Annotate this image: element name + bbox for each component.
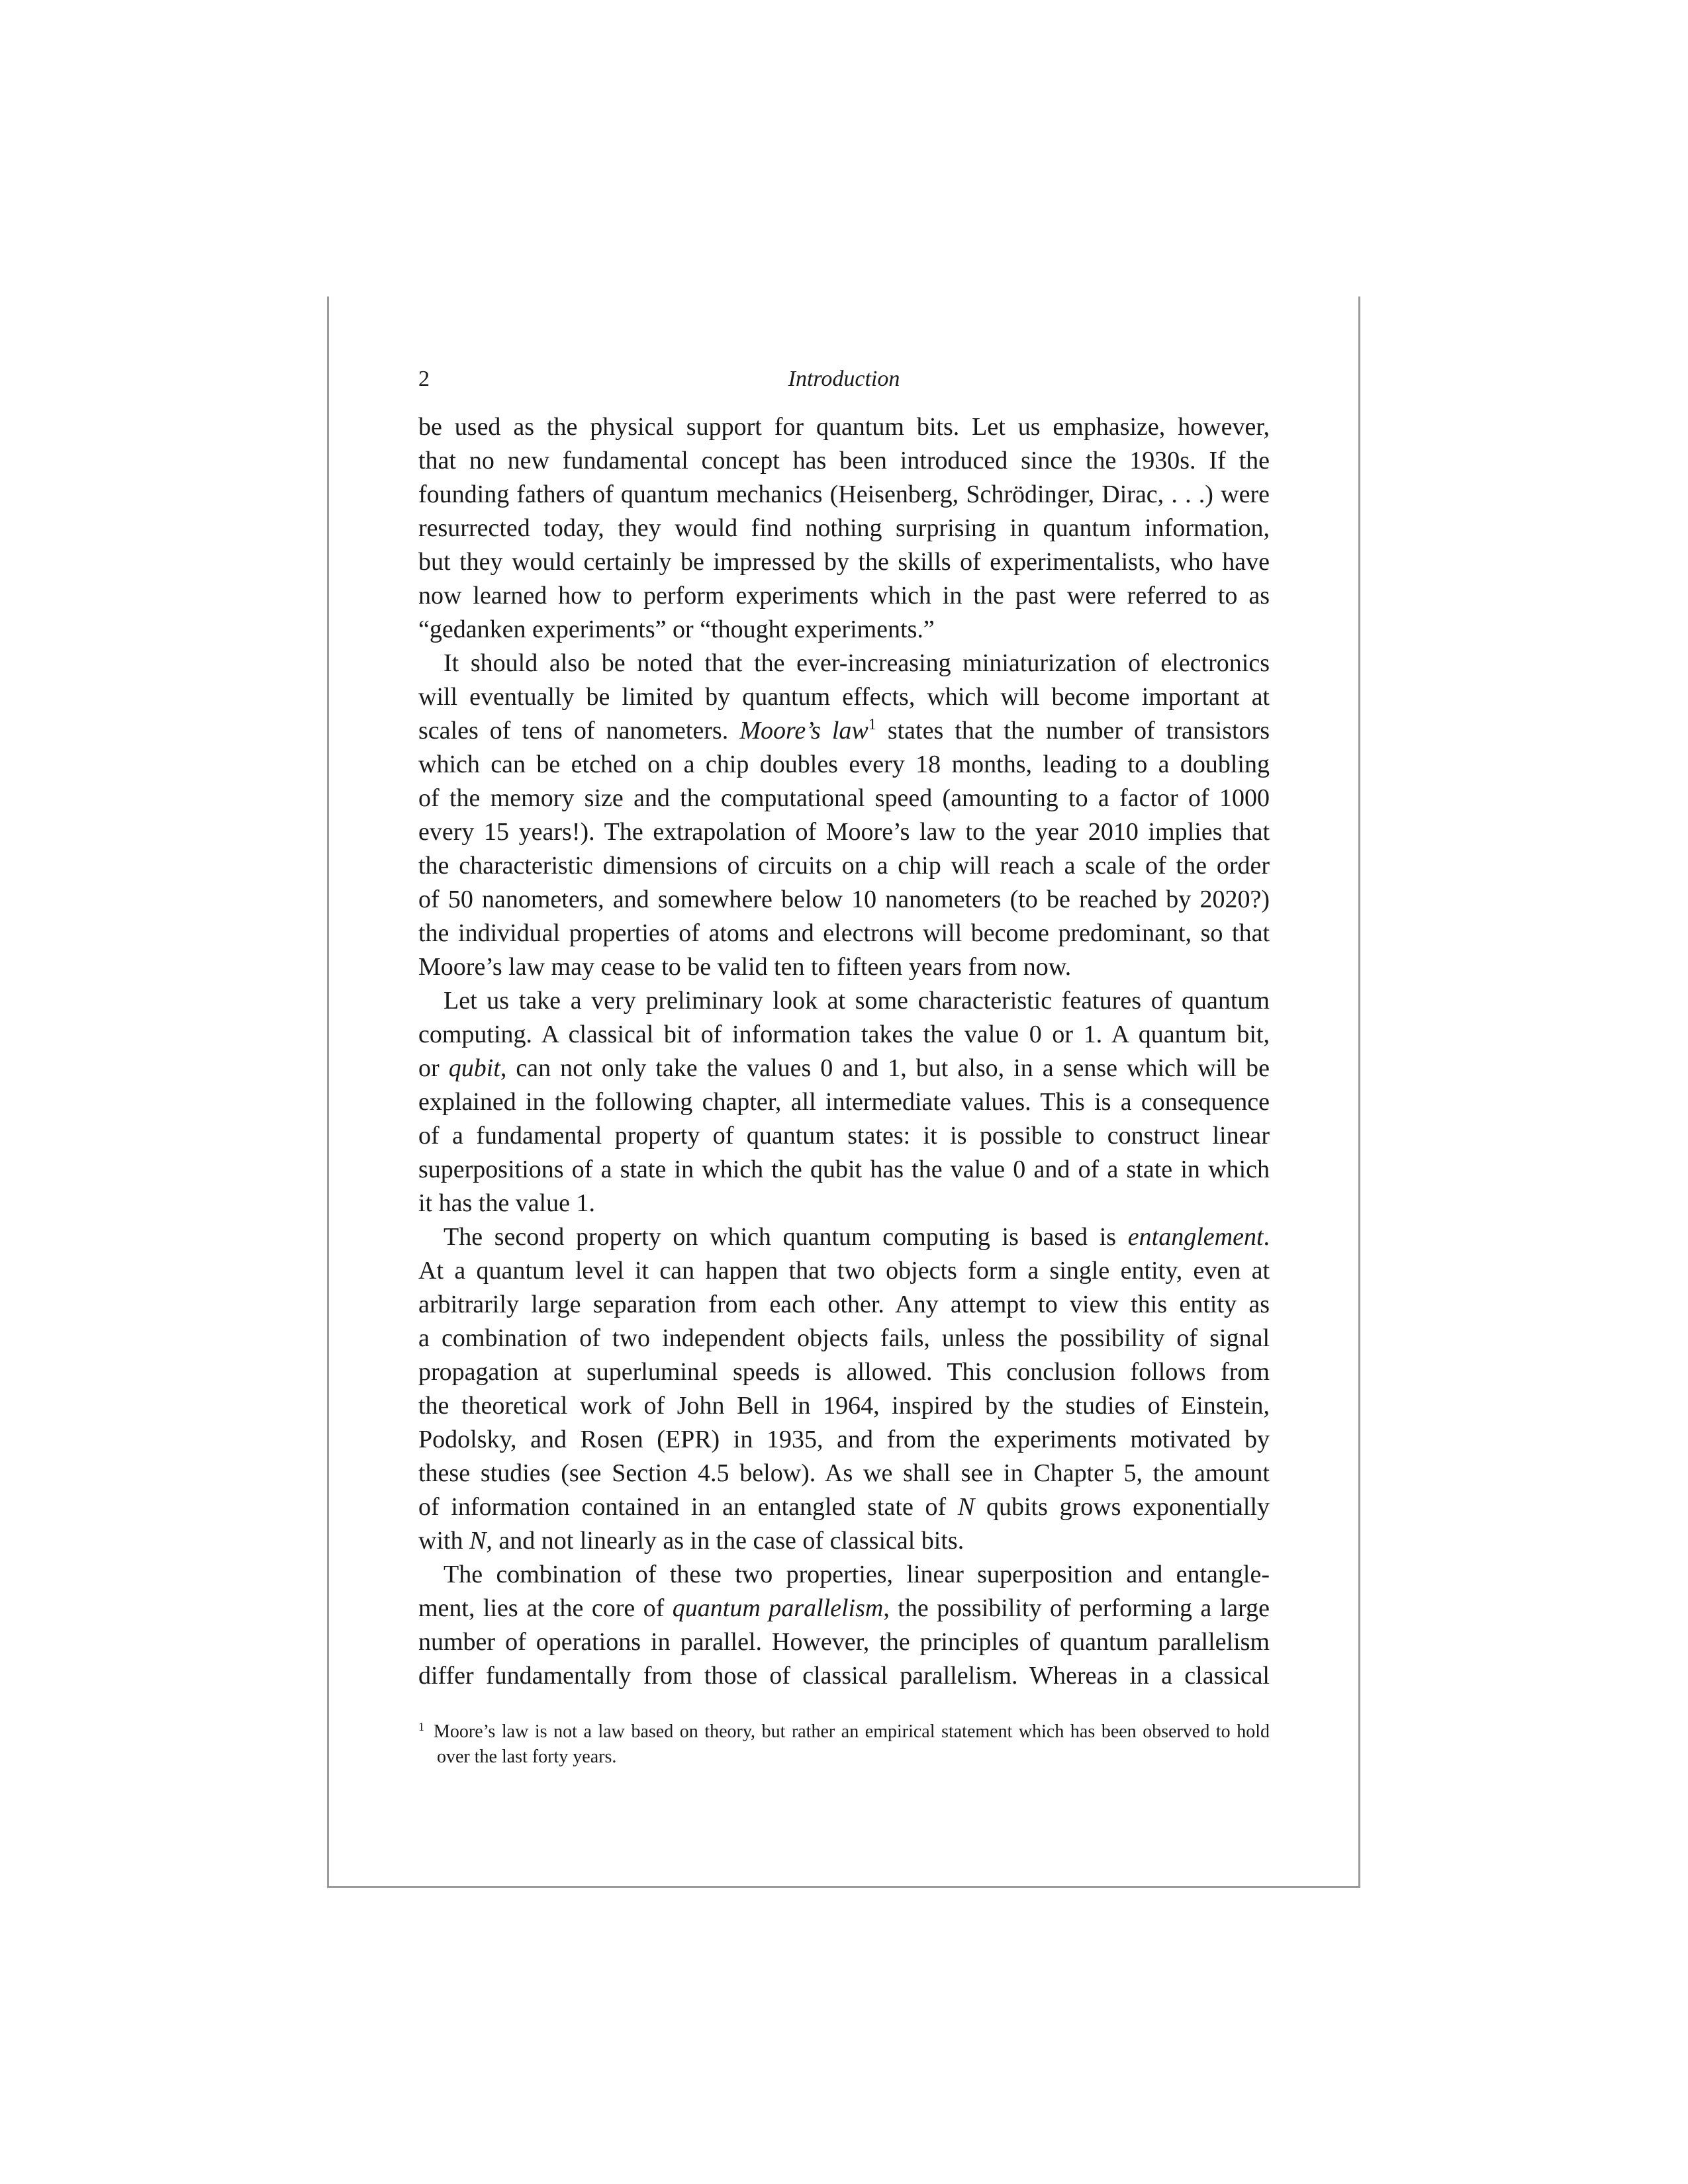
page-frame-left-rule [327, 296, 329, 1888]
running-head: Introduction [788, 367, 900, 391]
footnote-line: $^1$ Moore’s law is not a law based on theory, but rather an empirical statement which has been observed to hold [418, 1720, 1270, 1742]
text-line: At a quantum level it can happen that two objects form a single entity, even at [418, 1257, 1270, 1285]
text-line: that no new fundamental concept has been introduced since the 1930s. If the [418, 447, 1270, 475]
text-line: differ fundamentally from those of classical parallelism. Whereas in a classical [418, 1662, 1270, 1690]
footnote-reference: 1 [868, 716, 876, 733]
text-line: arbitrarily large separation from each other. Any attempt to view this entity as [418, 1291, 1270, 1318]
text-line: but they would certainly be impressed by the skills of experimentalists, who have [418, 548, 1270, 576]
text-line: the individual properties of atoms and electrons will become predominant, so that [418, 919, 1270, 947]
text-line: it has the value 1. [418, 1189, 595, 1217]
text-line: every 15 years!). The extrapolation of Moore’s law to the year 2010 implies that [418, 818, 1270, 846]
text-line: propagation at superluminal speeds is allowed. This conclusion follows from [418, 1358, 1270, 1386]
page-frame-right-rule [1358, 296, 1360, 1888]
page-frame-bottom-rule [327, 1886, 1360, 1888]
footnote-line: over the last forty years. [437, 1747, 617, 1767]
footnote [418, 1719, 1270, 1770]
text-line: the theoretical work of John Bell in 1964, inspired by the studies of Einstein, [418, 1392, 1270, 1420]
text-line: The second property on which quantum computing is based is entanglement. [444, 1223, 1270, 1251]
math-n: N [957, 1493, 975, 1521]
text-line: ment, lies at the core of quantum parallelism, the possibility of performing a large [418, 1594, 1270, 1622]
term-quantum-parallelism: quantum parallelism [672, 1594, 884, 1622]
page-number: 2 [418, 367, 430, 391]
text-line: be used as the physical support for quantum bits. Let us emphasize, however, [418, 413, 1270, 441]
text-line: of a fundamental property of quantum states: it is possible to construct linear [418, 1122, 1270, 1150]
text-line: explained in the following chapter, all intermediate values. This is a consequence [418, 1088, 1270, 1116]
text-line: a combination of two independent objects fails, unless the possibility of signal [418, 1324, 1270, 1352]
text-line: of 50 nanometers, and somewhere below 10 nanometers (to be reached by 2020?) [418, 886, 1270, 913]
text-line: or qubit, can not only take the values 0 and 1, but also, in a sense which will be [418, 1054, 1270, 1082]
text-line: The combination of these two properties, linear superposition and entangle- [444, 1561, 1270, 1588]
text-line: Let us take a very preliminary look at some characteristic features of quantum [444, 987, 1270, 1015]
term-entanglement: entanglement [1127, 1223, 1264, 1251]
text-line: computing. A classical bit of information takes the value 0 or 1. A quantum bit, [418, 1021, 1270, 1048]
text-line: Moore’s law may cease to be valid ten to fifteen years from now. [418, 953, 1072, 981]
text-line: scales of tens of nanometers. Moore’s law$^1$ states that the number of transistors [418, 716, 1270, 745]
text-line: resurrected today, they would find nothing surprising in quantum information, [418, 514, 1270, 542]
text-line: with N, and not linearly as in the case of classical bits. [418, 1527, 964, 1555]
footnote-marker: 1 [418, 1720, 424, 1733]
text-line: of information contained in an entangled state of N qubits grows exponentially [418, 1493, 1270, 1521]
text-line: the characteristic dimensions of circuits on a chip will reach a scale of the order [418, 852, 1270, 880]
text-line: It should also be noted that the ever-increasing miniaturization of electronics [444, 649, 1270, 677]
term-qubit: qubit [448, 1054, 500, 1082]
text-line: now learned how to perform experiments which in the past were referred to as [418, 582, 1270, 610]
term-moores-law: Moore’s law [739, 717, 868, 745]
text-line: number of operations in parallel. However, the principles of quantum parallelism [418, 1628, 1270, 1656]
text-line: superpositions of a state in which the qubit has the value 0 and of a state in which [418, 1156, 1270, 1183]
math-n: N [469, 1527, 487, 1555]
text-line: which can be etched on a chip doubles every 18 months, leading to a doubling [418, 751, 1270, 778]
text-line: founding fathers of quantum mechanics (Heisenberg, Schrödinger, Dirac, . . .) were [418, 480, 1270, 508]
text-line: of the memory size and the computational speed (amounting to a factor of 1000 [418, 784, 1270, 812]
text-line: will eventually be limited by quantum effects, which will become important at [418, 683, 1270, 711]
page-header [418, 363, 1270, 396]
text-line: these studies (see Section 4.5 below). As we shall see in Chapter 5, the amount [418, 1459, 1270, 1487]
text-line: “gedanken experiments” or “thought experiments.” [418, 615, 935, 643]
body-text [418, 410, 1270, 1693]
text-line: Podolsky, and Rosen (EPR) in 1935, and from the experiments motivated by [418, 1426, 1270, 1453]
